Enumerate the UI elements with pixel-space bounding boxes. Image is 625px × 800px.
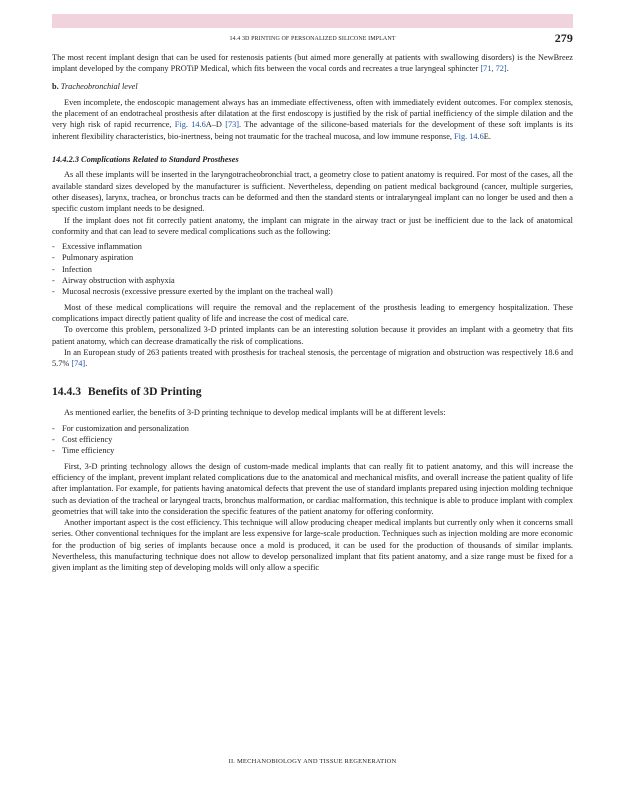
page-footer: II. MECHANOBIOLOGY AND TISSUE REGENERATION	[228, 758, 397, 765]
paragraph: To overcome this problem, personalized 3-D printed implants can be an interesting solution because it provides an implant with a geometry that fits patient anatomy, which can decrease dramatically the risk of complications.	[52, 325, 573, 346]
paragraph: In an European study of 263 patients treated with prosthesis for tracheal stenosis, the percentage of migration and obstruction was respectively 18.6 and 5.7% [74].	[52, 347, 573, 369]
paragraph: Another important aspect is the cost efficiency. This technique will allow producing cheaper medical implants but currently only when it concerns small series. Other conventional techniques for the implant are less expensive for large-scale production. Techniques such as injection molding are more economic for the production of big series of implants because once a mold is produced, it can be used for the production of thousands of similar implants. Nevertheless, this manufacturing technique does not allow to develop personalized implant that fits patient anatomy, and a size range must be fixed for a given implant as the limiting step of developing molds will only allow a specific	[52, 518, 573, 573]
list-item: - Mucosal necrosis (excessive pressure exerted by the implant on the tracheal wall)	[52, 287, 333, 297]
paragraph: First, 3-D printing technology allows the design of custom-made medical implants that can really fit to patient anatomy, and this will increase the efficiency of the implant, prevent implant related complications due to the anatomical and mechanical misfits, and overall increase the patient quality of life after implantation. For example, for patients having anatomical defects that prevent the use of standard implants prepared using injection molding technique such as deviation of the tracheal or laryngeal tracts, bronchus malformation, or cardiac malformation, this technique is able to produce implant with complex geometries that will take into the consideration the specific features of the patient anatomy for offering conformity.	[52, 461, 573, 516]
citation-link[interactable]: [71, 72]	[480, 64, 507, 74]
running-title: 14.4 3D PRINTING OF PERSONALIZED SILICONE IMPLANT	[229, 36, 396, 42]
list-item: - For customization and personalization	[52, 423, 189, 433]
complications-list	[52, 241, 573, 297]
paragraph: As all these implants will be inserted in the laryngotracheobronchial tract, a geometry close to patient anatomy is required. For most of the cases, all the available standard sizes developed by the manufacturer is sufficient. Nevertheless, depending on patient medical background (cancer, multiple surgeries, other diseases), larynx, trachea, or bronchus tracts can be deformed and then the standard stents or intralaryngeal implant can no longer be used and then a specific custom implant needs to be designed.	[52, 170, 573, 214]
figure-link[interactable]: Fig. 14.6	[174, 120, 206, 130]
list-item: - Pulmonary aspiration	[52, 253, 134, 263]
running-head	[52, 31, 573, 47]
figure-link[interactable]: Fig. 14.6	[454, 131, 484, 141]
paragraph: As mentioned earlier, the benefits of 3-D printing technique to develop medical implants will be at different levels:	[64, 408, 446, 418]
subsection-label: b. Tracheobronchial level	[52, 81, 138, 91]
tracheobronchial-paragraph: Even incomplete, the endoscopic management always has an immediate effectiveness, often with immediately evident outcomes. For complex stenosis, the placement of an endotracheal prosthesis after dilatation at the first endoscopy is justified by the risk of partial inefficiency of the simple dilation and the very high risk of rapid recurrence, Fig. 14.6A–D [73]. The advantage of the silicone-based materials for the development of these soft implants is its inherent flexibility characteristics, bio-inertness, being not traumatic for the tracheal mucosa, and low immune response, Fig. 14.6E.	[52, 97, 573, 141]
page-number: 279	[554, 31, 573, 45]
paragraph: If the implant does not fit correctly patient anatomy, the implant can migrate in the airway tract or just be inefficient due to the lack of anatomical conformity and that can lead to severe medical complications such as the following:	[52, 215, 573, 236]
header-bar	[52, 14, 573, 28]
intro-paragraph: The most recent implant design that can be used for restenosis patients (but aimed more generally at patients with swallowing disorders) is the NewBreez implant developed by the company PROTiP Medical, which fits between the vocal cords and recreates a true laryngeal sphincter [71, 72].	[52, 53, 573, 74]
section-heading-14-4-2-3: 14.4.2.3 Complications Related to Standard Prostheses	[52, 155, 239, 165]
list-item: - Airway obstruction with asphyxia	[52, 276, 175, 286]
list-item: - Infection	[52, 264, 92, 274]
list-item: - Cost efficiency	[52, 435, 113, 445]
citation-link[interactable]: [74]	[71, 359, 86, 369]
benefits-list	[52, 423, 573, 457]
citation-link[interactable]: [73]	[225, 120, 240, 130]
page-body	[52, 52, 573, 574]
list-item: - Time efficiency	[52, 446, 115, 456]
section-heading-14-4-3: 14.4.3 Benefits of 3D Printing	[52, 385, 202, 399]
list-item: - Excessive inflammation	[52, 242, 142, 252]
paragraph: Most of these medical complications will require the removal and the replacement of the prosthesis leading to emergency hospitalization. These complications impact directly patient quality of life and increase the cost of medical care.	[52, 302, 573, 323]
